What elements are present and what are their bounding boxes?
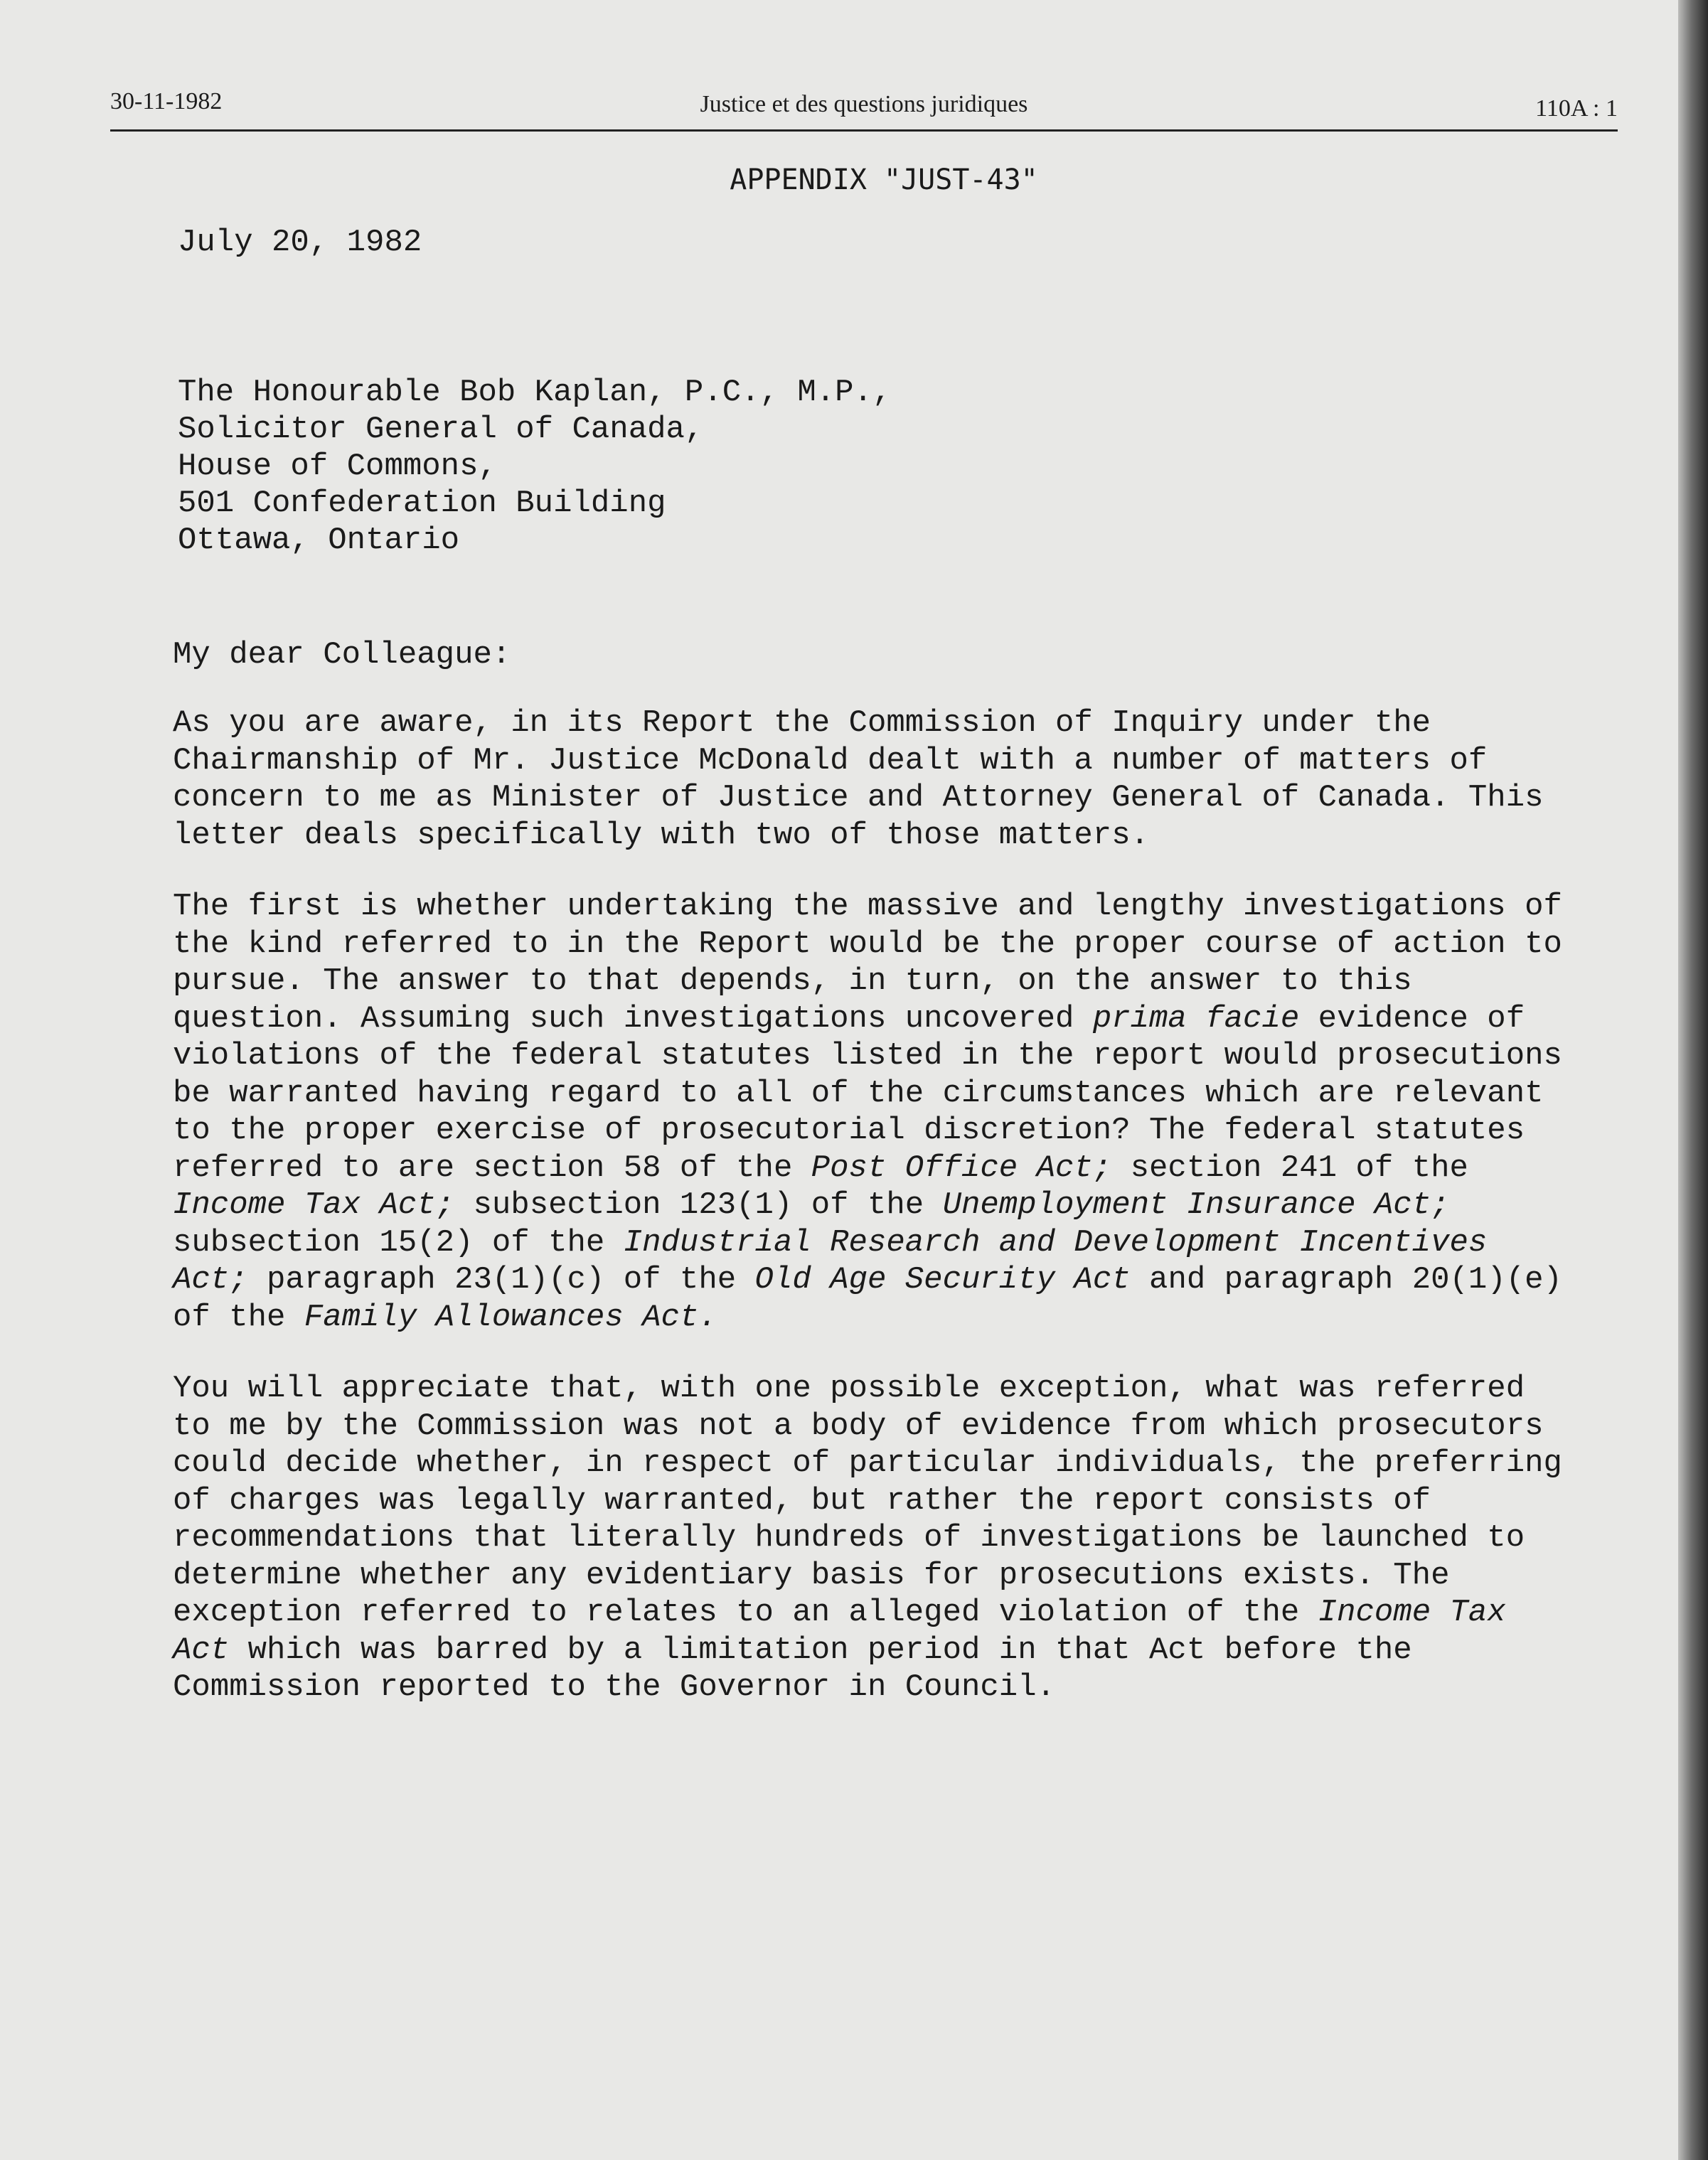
statute-title: Post Office Act; — [811, 1150, 1112, 1186]
statute-title: Industrial Research and Development Incentives Act; — [173, 1224, 1488, 1298]
address-line: Ottawa, Ontario — [178, 523, 460, 558]
statute-title: Income Tax Act — [173, 1595, 1506, 1668]
address-line: 501 Confederation Building — [178, 486, 666, 521]
statute-title: Old Age Security Act — [754, 1262, 1131, 1298]
statute-title: Family Allowances Act. — [304, 1299, 717, 1335]
address-line: Solicitor General of Canada, — [178, 412, 704, 447]
header-title: Justice et des questions juridiques — [700, 91, 1028, 117]
paragraph-2: The first is whether undertaking the massive and lengthy investigations of the kind referred to in the Report would be the proper course of action to pursue. The answer to that depends, in turn, on the answer to this question. Assuming such investigations uncovered prima facie evidence of violations of the federal statutes listed in the report would prosecutions be warranted having regard to all of the circumstances which are relevant to the proper exercise of prosecutorial discretion? The federal statutes referred to are section 58 of the Post Office Act; section 241 of the Income Tax Act; subsection 123(1) of the Unemployment Insurance Act; subsection 15(2) of the Industrial Research and Development Incentives Act; paragraph 23(1)(c) of the Old Age Security Act and paragraph 20(1)(e) of the Family Allowances Act. — [173, 889, 1562, 1335]
appendix-title: APPENDIX "JUST-43" — [730, 164, 1038, 196]
letter-body — [173, 164, 1566, 1741]
page-header — [110, 85, 1618, 132]
address-line: The Honourable Bob Kaplan, P.C., M.P., — [178, 375, 892, 410]
paragraph-3: You will appreciate that, with one possible exception, what was referred to me by the Commission was not a body of evidence from which prosecutors could decide whether, in respect of particular individuals, the preferring of charges was legally warranted, but rather the report consists of recommendations that literally hundreds of investigations be launched to determine whether any evidentiary basis for prosecutions exists. The exception referred to relates to an alleged violation of the Income Tax Act which was barred by a limitation period in that Act before the Commission reported to the Governor in Council. — [173, 1371, 1562, 1705]
italic-term: prima facie — [1092, 1000, 1300, 1037]
recipient-address — [178, 374, 1566, 559]
header-date: 30-11-1982 — [110, 88, 223, 114]
statute-title: Unemployment Insurance Act; — [942, 1187, 1450, 1223]
letter-date: July 20, 1982 — [178, 225, 422, 260]
header-page-number: 110A : 1 — [1535, 95, 1618, 122]
statute-title: Income Tax Act; — [173, 1187, 455, 1223]
paragraph-1: As you are aware, in its Report the Commission of Inquiry under the Chairmanship of Mr. Justice McDonald dealt with a number of matters of concern to me as Minister of Justice and Attorney General of Canada. This letter deals specifically with two of those matters. — [173, 705, 1544, 853]
salutation: My dear Colleague: — [173, 637, 511, 673]
address-line: House of Commons, — [178, 449, 497, 484]
book-spine-shadow — [1678, 0, 1708, 2160]
